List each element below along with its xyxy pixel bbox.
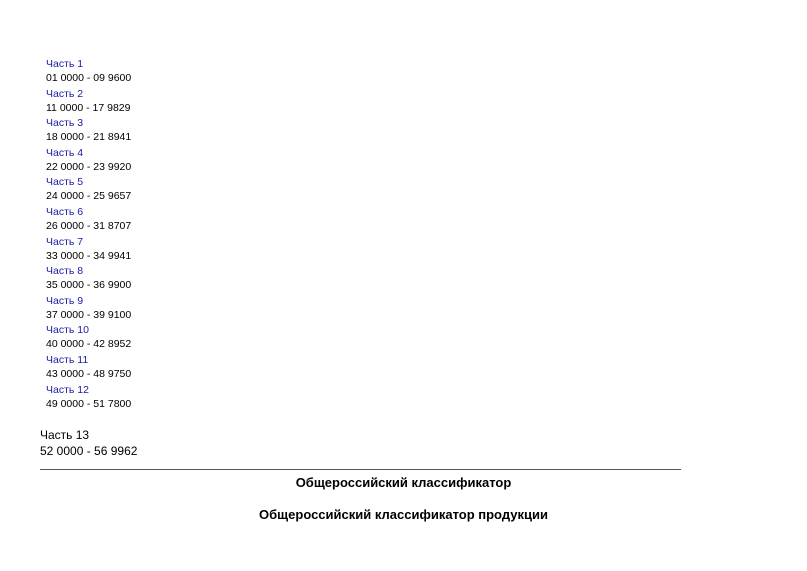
part-range: 35 0000 - 36 9900	[46, 279, 132, 292]
part-range: 22 0000 - 23 9920	[46, 160, 132, 173]
document-title: Общероссийский классификатор продукции	[259, 507, 548, 522]
divider	[40, 469, 681, 470]
part-link[interactable]: Часть 10	[46, 324, 89, 337]
parts-list	[46, 57, 131, 412]
part-range: 01 0000 - 09 9600	[46, 72, 132, 84]
list-item	[46, 383, 131, 413]
part-link[interactable]: Часть 6	[46, 205, 84, 218]
part-link[interactable]: Часть 9	[46, 294, 84, 307]
part-link[interactable]: Часть 11	[46, 353, 89, 366]
list-item	[46, 146, 131, 176]
part-range: 26 0000 - 31 8707	[46, 219, 132, 232]
part-link[interactable]: Часть 8	[46, 265, 84, 278]
part-range: 40 0000 - 42 8952	[46, 338, 132, 351]
part-range: 24 0000 - 25 9657	[46, 190, 132, 203]
list-item	[46, 323, 131, 353]
part-range: 37 0000 - 39 9100	[46, 308, 132, 321]
list-item	[46, 57, 131, 87]
list-item	[46, 116, 131, 146]
list-item	[46, 175, 131, 205]
part-range: 49 0000 - 51 7800	[46, 397, 132, 410]
part-range: 18 0000 - 21 8941	[46, 131, 132, 144]
part-link[interactable]: Часть 4	[46, 146, 84, 159]
part-range: 33 0000 - 34 9941	[46, 249, 132, 262]
part-link[interactable]: Часть 12	[46, 383, 89, 396]
current-part	[40, 428, 137, 459]
part-link[interactable]: Часть 3	[46, 117, 84, 130]
part-link[interactable]: Часть 5	[46, 176, 84, 189]
list-item	[46, 205, 131, 235]
current-part-title: Часть 13	[40, 428, 90, 442]
part-range: 43 0000 - 48 9750	[46, 367, 132, 380]
list-item	[46, 264, 131, 294]
list-item	[46, 87, 131, 117]
list-item	[46, 294, 131, 324]
current-part-range: 52 0000 - 56 9962	[40, 443, 138, 458]
part-link[interactable]: Часть 2	[46, 87, 84, 100]
part-range: 11 0000 - 17 9829	[46, 101, 131, 114]
page-title: Общероссийский классификатор	[295, 475, 512, 490]
part-link[interactable]: Часть 1	[46, 58, 84, 70]
part-link[interactable]: Часть 7	[46, 235, 84, 248]
list-item	[46, 235, 131, 265]
list-item	[46, 353, 131, 383]
